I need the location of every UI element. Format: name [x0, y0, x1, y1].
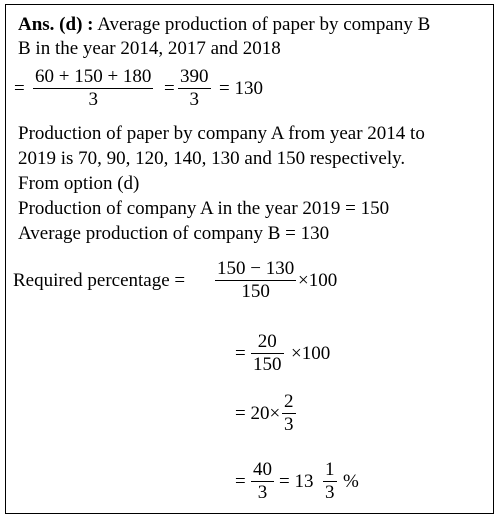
- eq1-numerator-2: 390: [180, 66, 209, 87]
- step2-times: ×100: [291, 343, 331, 364]
- solution-box: [5, 4, 494, 514]
- text-line-2: 2019 is 70, 90, 120, 140, 130 and 150 respectively.: [18, 148, 406, 169]
- required-times: ×100: [298, 270, 338, 291]
- step4-percent: %: [343, 471, 359, 492]
- required-label: Required percentage =: [13, 270, 186, 291]
- eq1-equals-mid: =: [164, 78, 175, 99]
- step4-denominator: 3: [257, 482, 268, 503]
- step2-equals: =: [235, 343, 246, 364]
- text-line-3: From option (d): [18, 173, 140, 194]
- eq1-equals: =: [14, 78, 25, 99]
- eq1-numerator: 60 + 150 + 180: [35, 66, 152, 87]
- step4-mixed-numerator: 1: [325, 459, 335, 480]
- step4-mid: = 13: [279, 471, 314, 492]
- step2-numerator: 20: [251, 331, 284, 354]
- step3-prefix: = 20×: [235, 403, 281, 424]
- step3-numerator: 2: [284, 391, 294, 412]
- answer-prefix: Ans. (d) :: [18, 14, 94, 35]
- step4-mixed-fraction: [323, 459, 337, 504]
- step4-mixed-denominator: 3: [325, 482, 335, 503]
- step4-equals: =: [235, 471, 246, 492]
- step2-fraction: [251, 331, 284, 376]
- step3-denominator: 3: [284, 414, 294, 435]
- eq1-denominator-2: 3: [189, 89, 199, 110]
- required-denominator: 150: [241, 281, 270, 302]
- answer-line-2: B in the year 2014, 2017 and 2018: [18, 38, 281, 59]
- step2-denominator: 150: [253, 354, 282, 375]
- step3-fraction: [282, 391, 296, 436]
- eq1-fraction: [33, 66, 153, 111]
- required-fraction: [215, 258, 296, 303]
- eq1-denominator: 3: [88, 89, 98, 110]
- text-line-5: Average production of company B = 130: [18, 223, 330, 244]
- text-line-1: Production of paper by company A from year 2014 to: [18, 123, 425, 144]
- eq1-result: = 130: [219, 78, 263, 99]
- text-line-4: Production of company A in the year 2019 = 150: [18, 198, 390, 219]
- eq1-fraction-2: [178, 66, 211, 111]
- answer-text-1: Average production of paper by company B: [97, 14, 431, 35]
- required-numerator: 150 − 130: [217, 258, 295, 279]
- answer-line-1: [18, 14, 430, 36]
- step4-fraction: [251, 459, 274, 504]
- step4-numerator: 40: [253, 459, 272, 480]
